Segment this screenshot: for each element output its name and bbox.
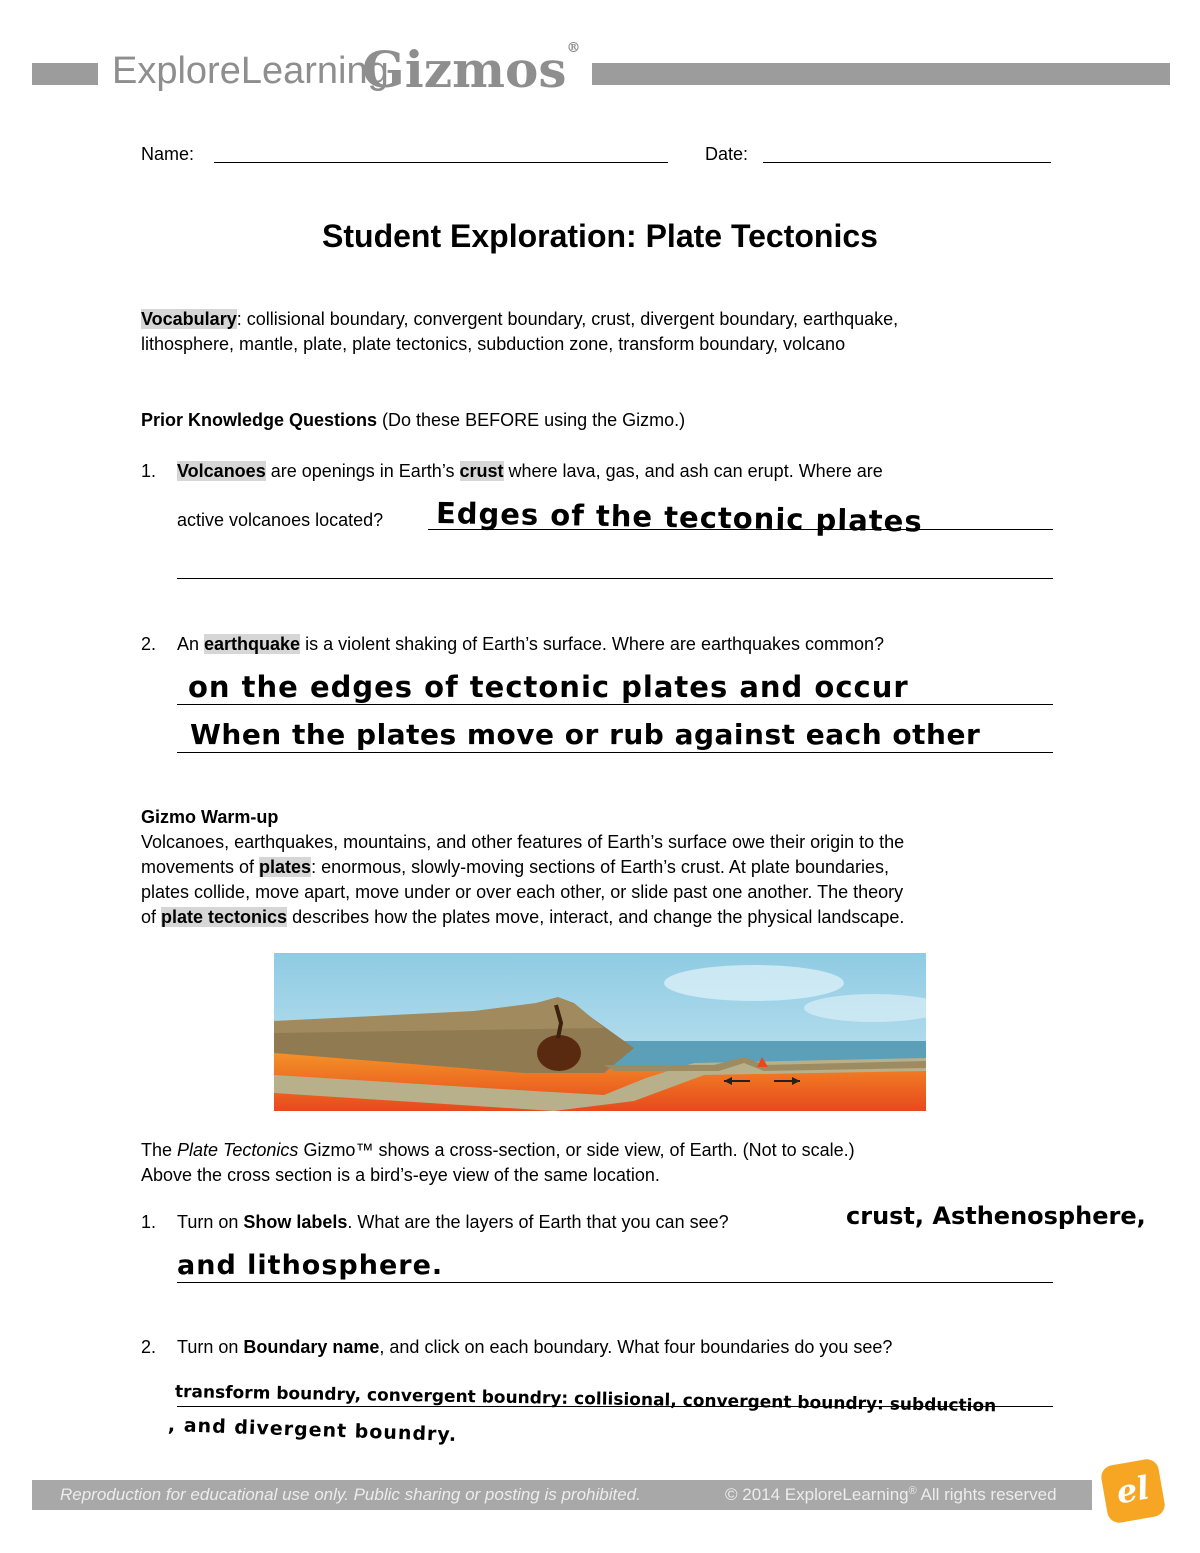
header-bar-left — [32, 63, 98, 85]
prior-knowledge-heading: Prior Knowledge Questions (Do these BEFORE using the Gizmo.) — [141, 410, 686, 430]
vocabulary-line-1: Vocabulary: collisional boundary, convergent boundary, crust, divergent boundary, earthquake, — [141, 309, 899, 329]
warmup-q1-answer-2: and lithosphere. — [177, 1250, 444, 1281]
warmup-q1-text: Turn on Show labels. What are the layers of Earth that you can see? — [177, 1212, 729, 1232]
name-field[interactable] — [214, 162, 668, 163]
warmup-q1-answer-line[interactable] — [177, 1282, 1053, 1283]
prior-q2-answer-2: When the plates move or rub against each other — [190, 718, 981, 751]
warmup-heading: Gizmo Warm-up — [141, 807, 279, 827]
prior-q2-text: An earthquake is a violent shaking of Earth’s surface. Where are earthquakes common? — [177, 634, 885, 654]
plate-tectonics-illustration — [274, 953, 926, 1111]
page-title: Student Exploration: Plate Tectonics — [322, 218, 878, 254]
prior-q2-answer-line-2[interactable] — [177, 752, 1053, 753]
footer-disclaimer: Reproduction for educational use only. Public sharing or posting is prohibited. — [60, 1485, 641, 1504]
footer-copyright: © 2014 ExploreLearning® All rights reserved — [725, 1485, 1057, 1504]
warmup-paragraph: Volcanoes, earthquakes, mountains, and other features of Earth’s surface owe their origin to the movements of plates: enormous, slowly-moving sections of Earth’s crust. At plate boundaries, plates collide, move apart, move under or over each other, or slide past one another. The theory of plate tectonics describes how the plates move, interact, and change the physical landscape. — [141, 832, 905, 927]
prior-q2-answer-line-1[interactable] — [177, 704, 1053, 705]
vocabulary-label: Vocabulary — [141, 309, 237, 329]
prior-q1-text-line-2: active volcanoes located? — [177, 510, 384, 530]
warmup-q1-answer-1: crust, Asthenosphere, — [846, 1202, 1146, 1230]
explorelearning-logo-icon: el — [1099, 1457, 1166, 1524]
warmup-q2-answer-2: , and divergent boundry. — [167, 1414, 458, 1447]
prior-q1-number: 1. — [141, 461, 157, 481]
brand-name: ExploreLearning — [112, 50, 389, 92]
name-label: Name: — [141, 144, 195, 164]
warmup-q2-number: 2. — [141, 1337, 157, 1357]
prior-q1-text: Volcanoes are openings in Earth’s crust where lava, gas, and ash can erupt. Where are — [177, 461, 883, 481]
prior-q2-answer-1: on the edges of tectonic plates and occur — [188, 670, 909, 704]
date-label: Date: — [705, 144, 749, 164]
warmup-q2-answer-1: transform boundry, convergent boundry: collisional, convergent boundry: subduction — [174, 1382, 997, 1417]
header-bar-right — [592, 63, 1170, 85]
illustration-caption: The Plate Tectonics Gizmo™ shows a cross-section, or side view, of Earth. (Not to scale.) Above the cross section is a bird’s-eye view of the same location. — [141, 1140, 855, 1185]
vocabulary-line-2: lithosphere, mantle, plate, plate tectonics, subduction zone, transform boundary, volcano — [141, 334, 846, 354]
prior-q2-number: 2. — [141, 634, 157, 654]
prior-q1-answer-line-2[interactable] — [177, 578, 1053, 579]
date-field[interactable] — [763, 162, 1051, 163]
prior-q1-answer: Edges of the tectonic plates — [435, 496, 923, 539]
warmup-q2-text: Turn on Boundary name, and click on each boundary. What four boundaries do you see? — [177, 1337, 893, 1357]
warmup-q1-number: 1. — [141, 1212, 157, 1232]
product-logo: Gizmos® — [362, 40, 581, 99]
